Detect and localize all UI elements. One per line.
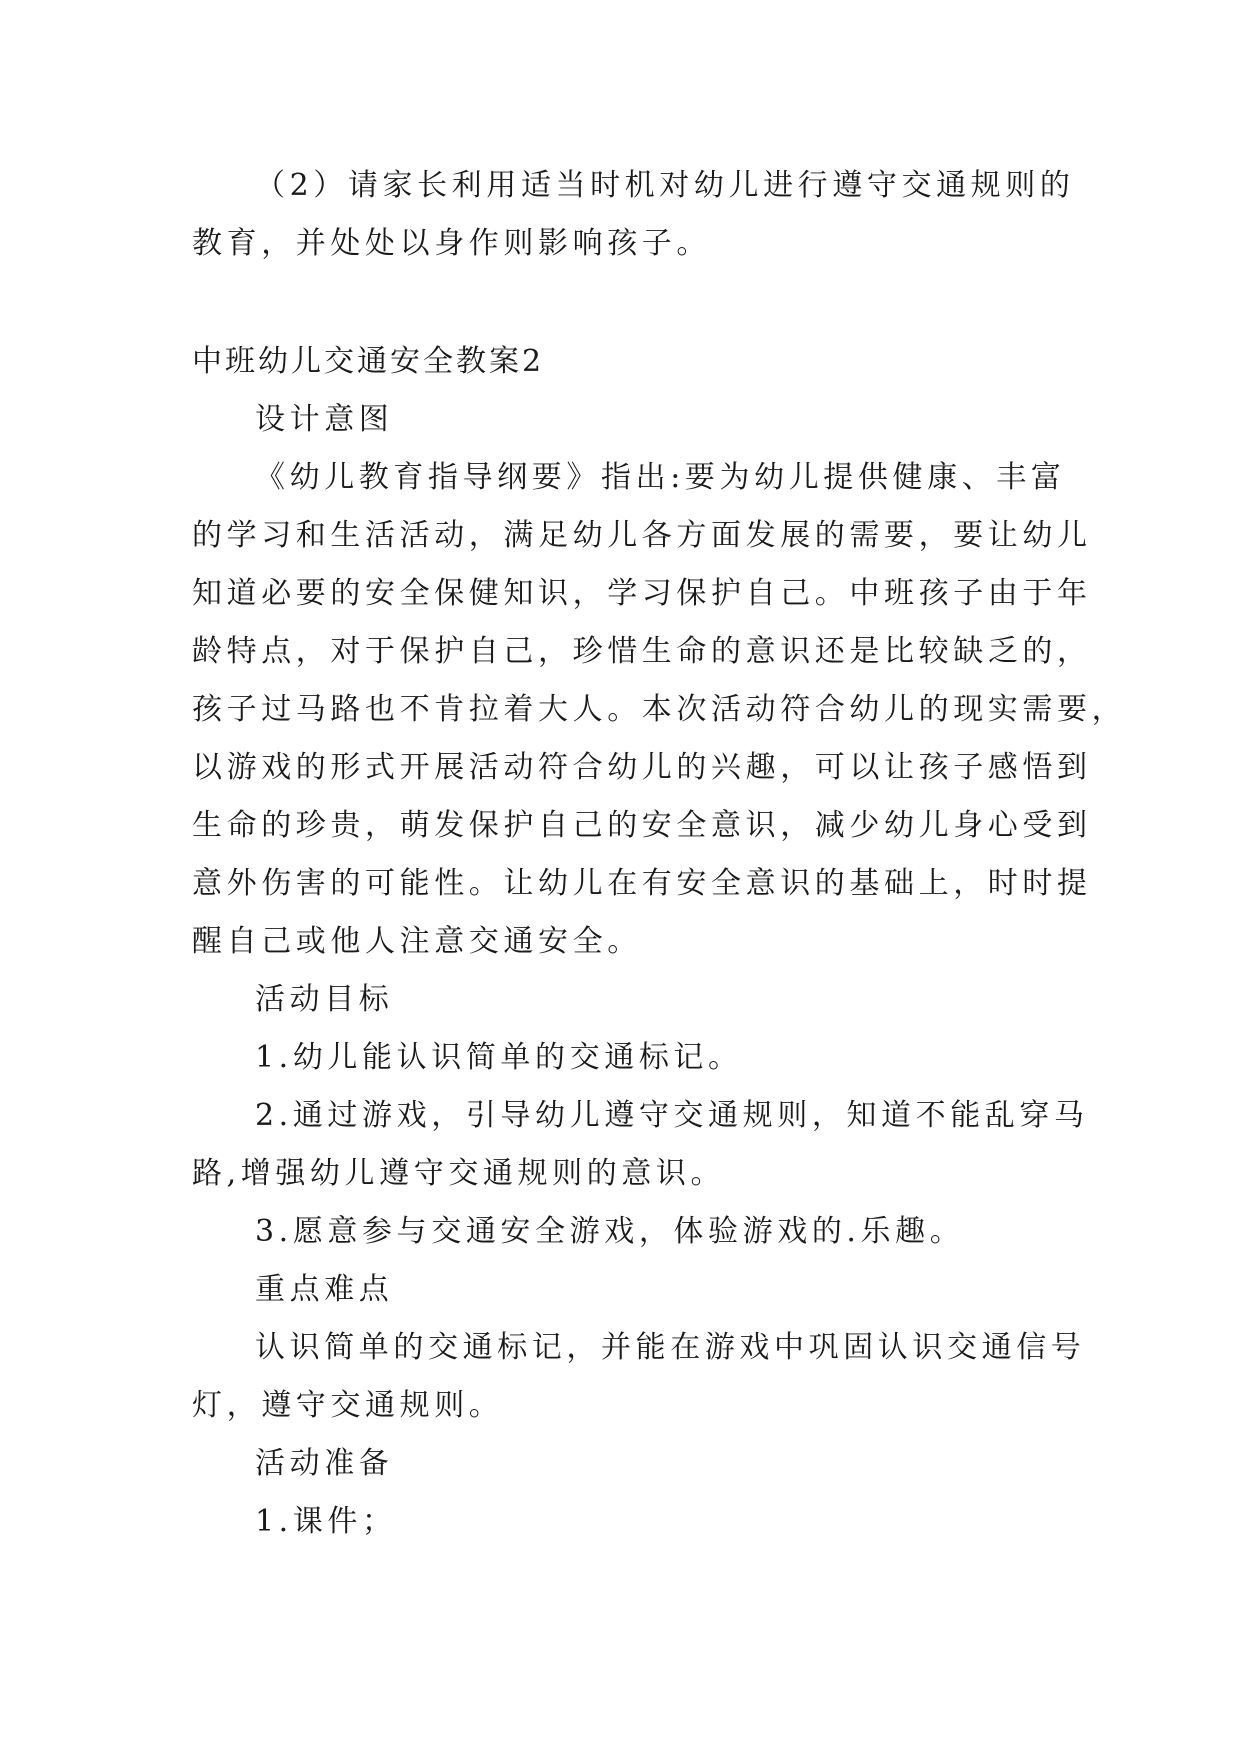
paragraph-line: （2）请家长利用适当时机对幼儿进行遵守交通规则的 bbox=[255, 168, 1075, 203]
list-item: 2.通过游戏，引导幼儿遵守交通规则，知道不能乱穿马 bbox=[255, 1098, 1089, 1133]
subheading: 设计意图 bbox=[255, 402, 394, 437]
subheading: 重点难点 bbox=[255, 1272, 394, 1307]
list-item: 1.幼儿能认识简单的交通标记。 bbox=[255, 1040, 743, 1075]
paragraph-line: 醒自己或他人注意交通安全。 bbox=[192, 924, 642, 959]
paragraph-line: 的学习和生活活动，满足幼儿各方面发展的需要，要让幼儿 bbox=[192, 518, 1092, 553]
paragraph-line: 知道必要的安全保健知识，学习保护自己。中班孩子由于年 bbox=[192, 576, 1092, 611]
section-title: 中班幼儿交通安全教案2 bbox=[192, 344, 545, 379]
subheading: 活动准备 bbox=[255, 1446, 394, 1481]
paragraph-line: 生命的珍贵，萌发保护自己的安全意识，减少幼儿身心受到 bbox=[192, 808, 1092, 843]
paragraph-line: 以游戏的形式开展活动符合幼儿的兴趣，可以让孩子感悟到 bbox=[192, 750, 1092, 785]
paragraph-line: 灯，遵守交通规则。 bbox=[192, 1388, 504, 1423]
paragraph-line: 教育，并处处以身作则影响孩子。 bbox=[192, 226, 711, 261]
paragraph-line: 孩子过马路也不肯拉着大人。本次活动符合幼儿的现实需要， bbox=[192, 692, 1127, 727]
paragraph-line: 龄特点，对于保护自己，珍惜生命的意识还是比较缺乏的， bbox=[192, 634, 1092, 669]
paragraph-line: 意外伤害的可能性。让幼儿在有安全意识的基础上，时时提 bbox=[192, 866, 1092, 901]
list-item: 1.课件； bbox=[255, 1504, 397, 1539]
list-item: 3.愿意参与交通安全游戏，体验游戏的.乐趣。 bbox=[255, 1214, 965, 1249]
paragraph-line: 《幼儿教育指导纲要》指出:要为幼儿提供健康、丰富 bbox=[255, 460, 1066, 495]
paragraph-line: 认识简单的交通标记，并能在游戏中巩固认识交通信号 bbox=[255, 1330, 1086, 1365]
list-item-continuation: 路,增强幼儿遵守交通规则的意识。 bbox=[192, 1156, 726, 1191]
subheading: 活动目标 bbox=[255, 982, 394, 1017]
